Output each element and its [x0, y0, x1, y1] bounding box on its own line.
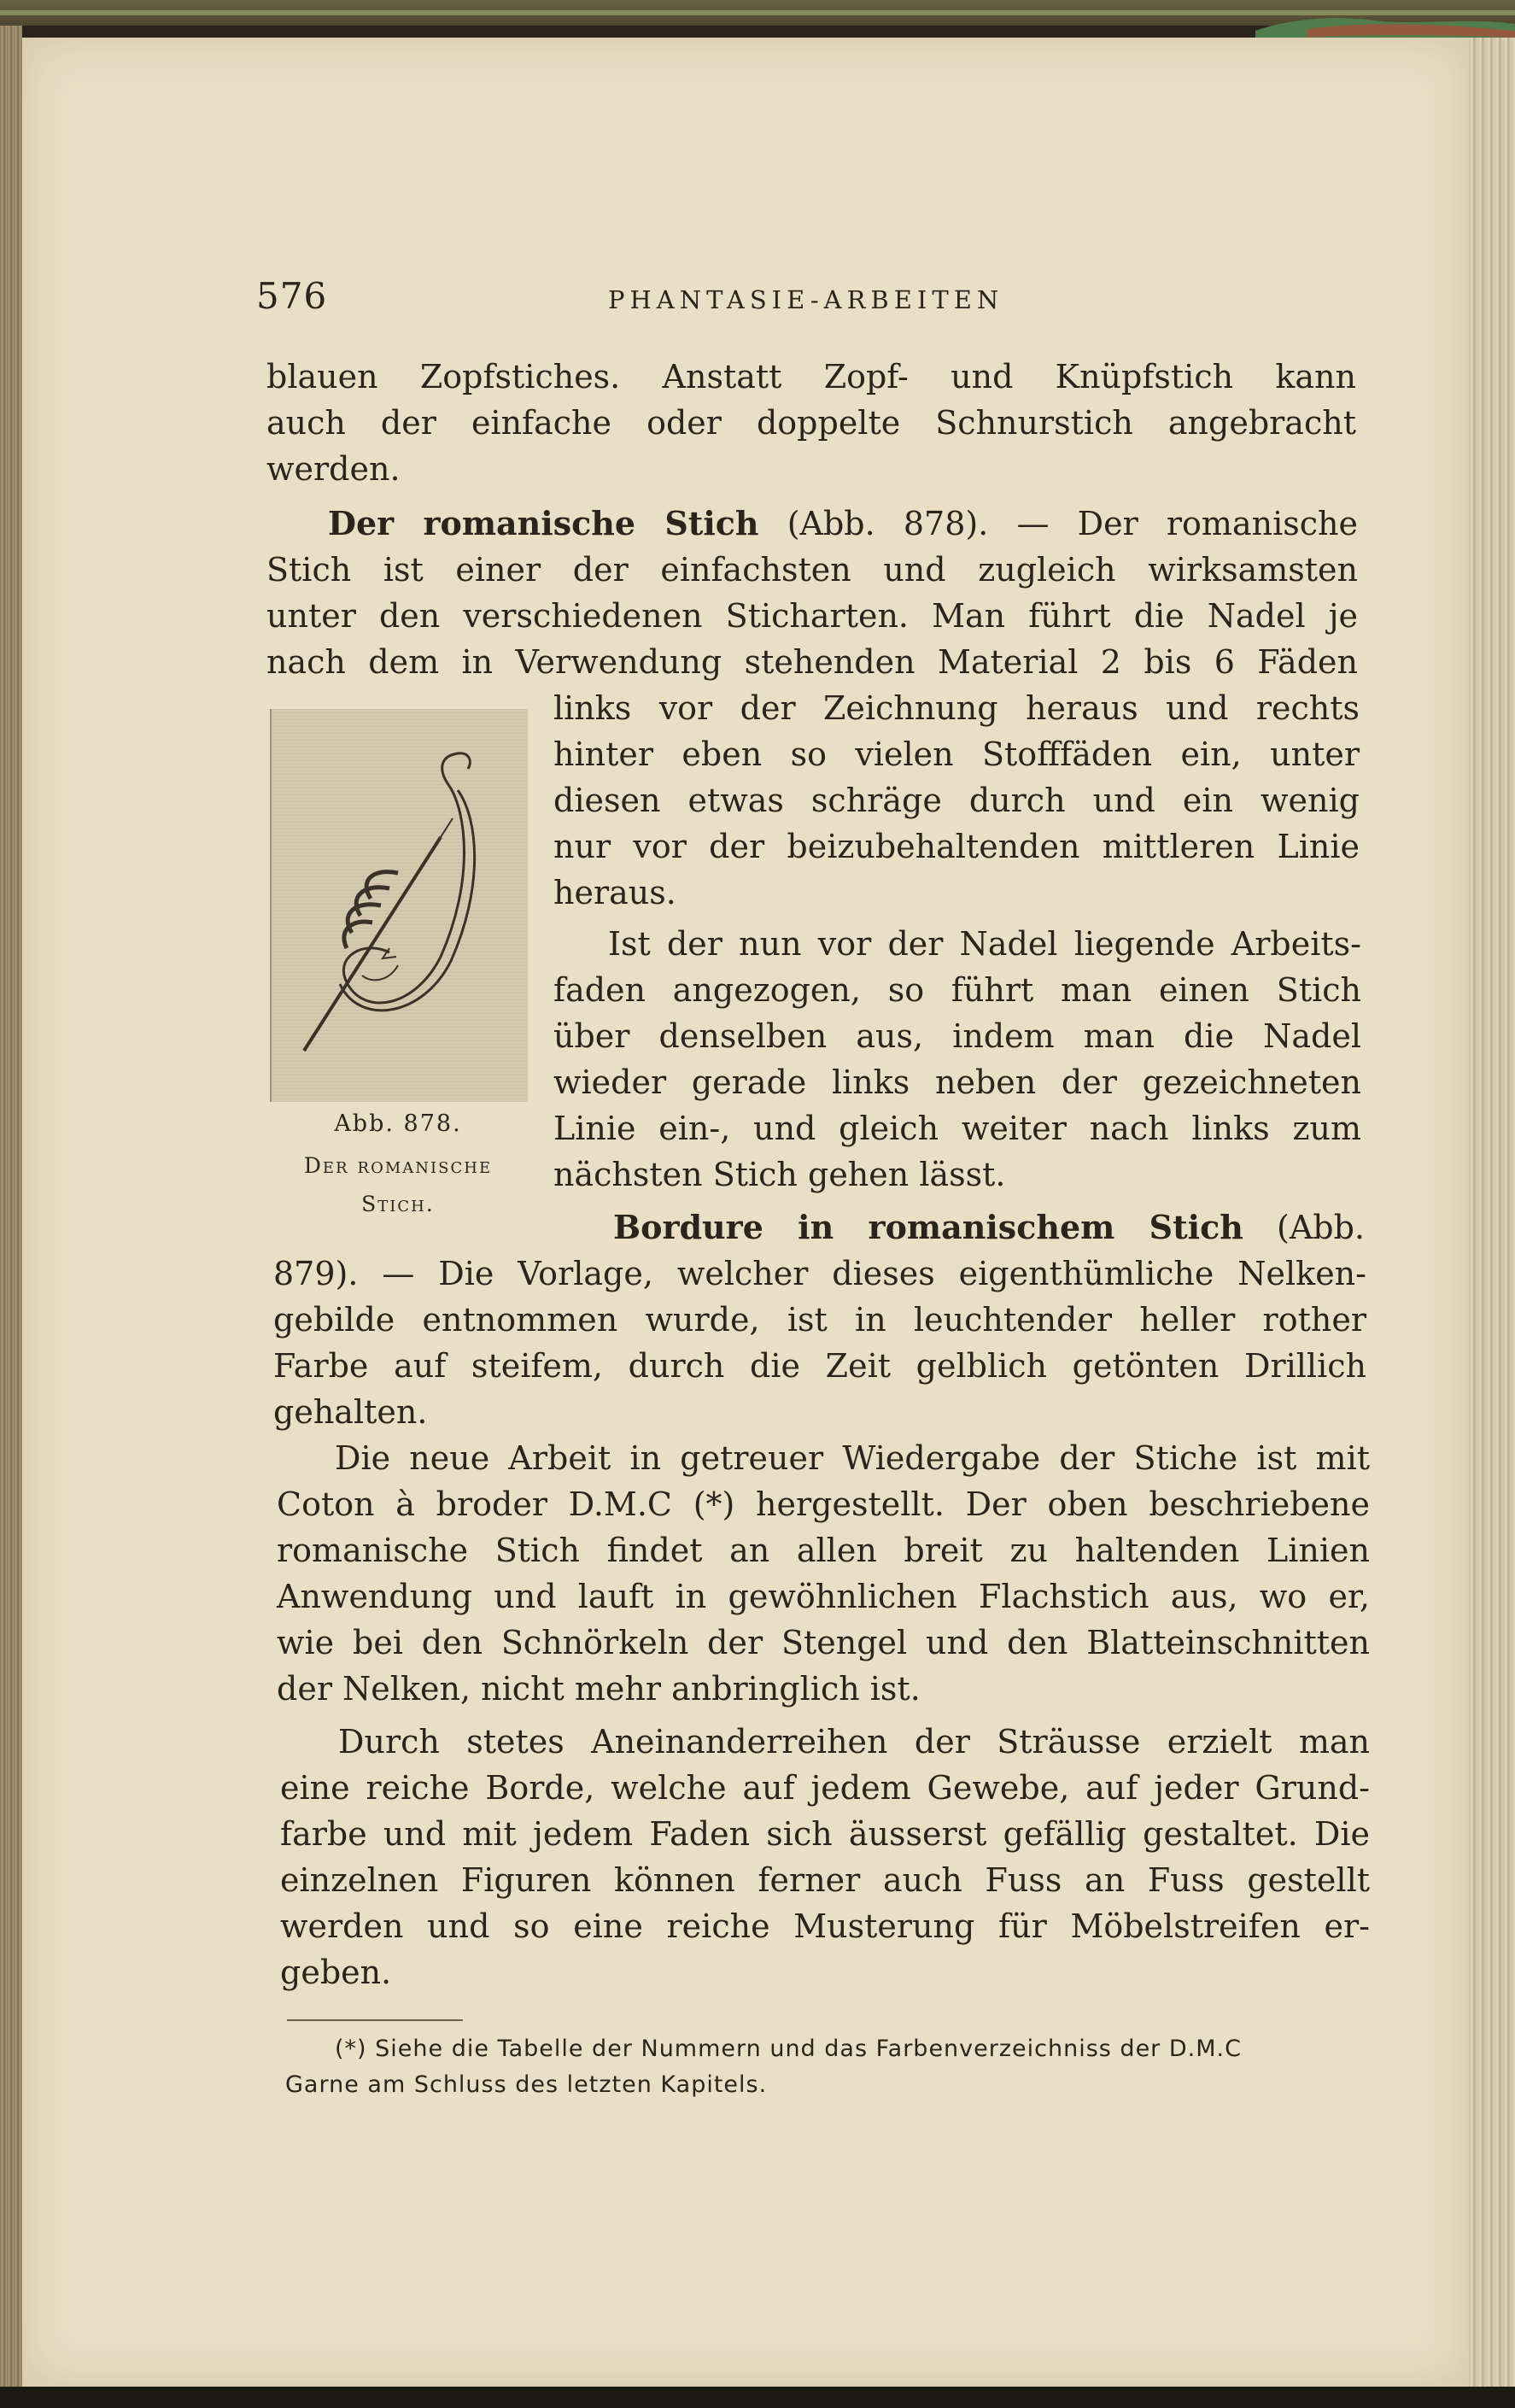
text-line: werden und so eine reiche Musterung für Möbelstreifen er- — [280, 1907, 1370, 1945]
text-line: Farbe auf steifem, durch die Zeit gelblich getönten Drillich — [273, 1347, 1366, 1385]
text-line: heraus. — [553, 874, 676, 911]
text-line: Durch stetes Aneinanderreihen der Sträusse erzielt man — [338, 1723, 1370, 1761]
section-heading-romanische-stich: Der romanische Stich — [328, 504, 759, 542]
text-line: farbe und mit jedem Faden sich äusserst gefällig gestaltet. Die — [280, 1815, 1370, 1853]
text-line: diesen etwas schräge durch und ein wenig — [553, 782, 1360, 819]
text-line: Die neue Arbeit in getreuer Wiedergabe der Stiche ist mit — [335, 1439, 1370, 1477]
text-line: gehalten. — [273, 1393, 428, 1431]
text-line: auch der einfache oder doppelte Schnurstich angebracht — [266, 404, 1356, 442]
text-line: Bordure in romanischem Stich (Abb. — [613, 1208, 1365, 1246]
text-line: der Nelken, nicht mehr anbringlich ist. — [277, 1670, 921, 1708]
text-line: Linie ein-, und gleich weiter nach links zum — [553, 1110, 1361, 1147]
romanesque-stitch-illustration-icon — [270, 709, 526, 1102]
paragraph-2-wrap — [553, 685, 1360, 916]
text-line: 879). — Die Vorlage, welcher dieses eigenthümliche Nelken- — [273, 1255, 1366, 1292]
running-head: PHANTASIE-ARBEITEN — [608, 285, 1004, 314]
text-line: Anwendung und lauft in gewöhnlichen Flachstich aus, wo er, — [277, 1578, 1370, 1615]
footnote-line-2: Garne am Schluss des letzten Kapitels. — [285, 2071, 768, 2098]
text-line: faden angezogen, so führt man einen Stich — [553, 971, 1361, 1009]
text-line: hinter eben so vielen Stofffäden ein, unter — [553, 735, 1360, 773]
page-fore-edge — [1469, 38, 1515, 2387]
footnote-rule — [287, 2019, 463, 2021]
paragraph-3 — [553, 921, 1361, 1198]
text-line: Der romanische Stich (Abb. 878). — Der romanische — [328, 504, 1358, 542]
page-number: 576 — [256, 275, 328, 317]
paragraph-1 — [266, 354, 1356, 492]
figure-abb-878 — [270, 709, 526, 1102]
paragraph-4 — [273, 1251, 1366, 1435]
paragraph-2 — [266, 501, 1358, 685]
paragraph-4-first-line — [613, 1204, 1365, 1251]
text-line: romanische Stich findet an allen breit zu haltenden Linien — [277, 1532, 1370, 1569]
text-line: unter den verschiedenen Sticharten. Man führt die Nadel je — [266, 597, 1358, 635]
footnote-line-1: (*) Siehe die Tabelle der Nummern und das Farbenverzeichniss der D.M.C — [335, 2036, 1242, 2062]
text-line: nächsten Stich gehen lässt. — [553, 1156, 1006, 1193]
text-line: links vor der Zeichnung heraus und rechts — [553, 689, 1360, 727]
text-line: nur vor der beizubehaltenden mittleren Linie — [553, 828, 1360, 865]
text-line: wie bei den Schnörkeln der Stengel und den Blatteinschnitten — [277, 1624, 1370, 1661]
text-line: geben. — [280, 1954, 392, 1991]
text-line: blauen Zopfstiches. Anstatt Zopf- und Knüpfstich kann — [266, 358, 1356, 395]
section-heading-bordure: Bordure in romanischem Stich — [613, 1208, 1243, 1246]
figure-caption-number: Abb. 878. — [334, 1110, 462, 1137]
figure-caption-title: Der romanische — [303, 1153, 493, 1178]
paragraph-5 — [277, 1435, 1370, 1712]
text-line: Coton à broder D.M.C (*) hergestellt. Der oben beschriebene — [277, 1485, 1370, 1523]
figure-caption-title-2: Stich. — [361, 1192, 435, 1216]
text-line: Ist der nun vor der Nadel liegende Arbeits- — [608, 925, 1361, 963]
book-spine-edge — [0, 26, 22, 2408]
text-line: nach dem in Verwendung stehenden Material 2 bis 6 Fäden — [266, 643, 1358, 681]
text-line: über denselben aus, indem man die Nadel — [553, 1017, 1361, 1055]
paragraph-6 — [280, 1719, 1370, 1995]
text-line: Stich ist einer der einfachsten und zugleich wirksamsten — [266, 551, 1358, 589]
book-bottom-edge — [0, 2387, 1515, 2408]
text-line: einzelnen Figuren können ferner auch Fuss an Fuss gestellt — [280, 1861, 1370, 1899]
text-line: eine reiche Borde, welche auf jedem Gewebe, auf jeder Grund- — [280, 1769, 1370, 1807]
text-line: werden. — [266, 450, 401, 488]
text-line: wieder gerade links neben der gezeichneten — [553, 1063, 1361, 1101]
text-line: gebilde entnommen wurde, ist in leuchtender heller rother — [273, 1301, 1366, 1339]
